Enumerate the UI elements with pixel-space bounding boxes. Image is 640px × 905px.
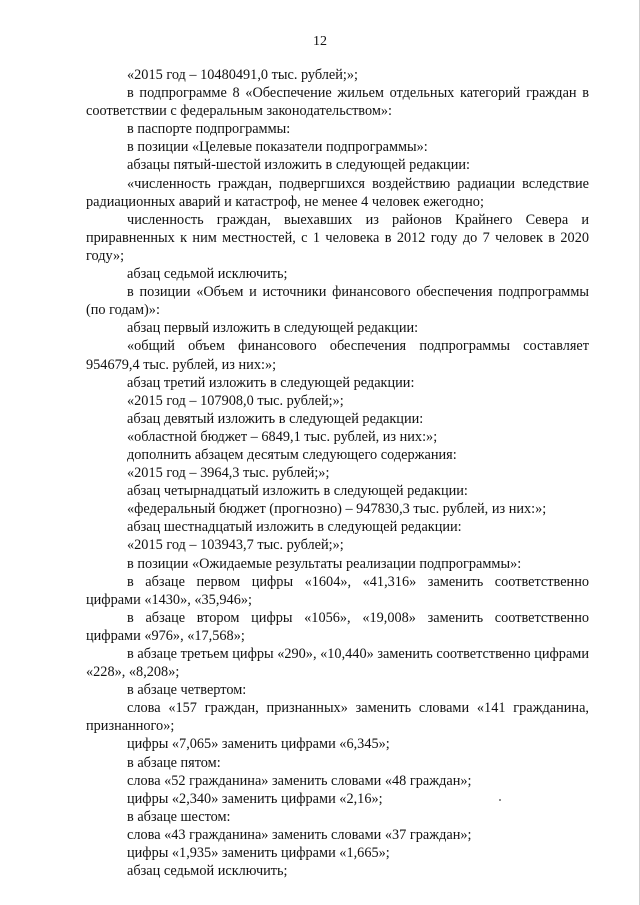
document-paragraph: цифры «2,340» заменить цифрами «2,16»;	[127, 790, 383, 807]
document-paragraph: абзацы пятый-шестой изложить в следующей редакции:	[127, 157, 470, 174]
document-paragraph: в абзаце шестом:	[127, 808, 231, 825]
document-paragraph: в подпрограмме 8 «Обеспечение жильем отдельных категорий граждан в соответствии с федеральным законодательством»:	[86, 85, 589, 120]
document-paragraph: «2015 год – 107908,0 тыс. рублей;»;	[127, 392, 344, 409]
document-body	[86, 66, 589, 880]
document-paragraph: слова «157 граждан, признанных» заменить словами «141 гражданина, признанного»;	[86, 700, 589, 735]
document-paragraph: слова «52 гражданина» заменить словами «48 граждан»;	[127, 772, 472, 789]
document-paragraph: в абзаце первом цифры «1604», «41,316» заменить соответственно цифрами «1430», «35,946»;	[86, 573, 589, 608]
document-paragraph: «численность граждан, подвергшихся воздействию радиации вследствие радиационных аварий и катастроф, не менее 4 человек ежегодно;	[86, 175, 589, 210]
document-paragraph: слова «43 гражданина» заменить словами «37 граждан»;	[127, 826, 472, 843]
document-paragraph: абзац девятый изложить в следующей редакции:	[127, 410, 424, 427]
document-paragraph: «2015 год – 3964,3 тыс. рублей;»;	[127, 465, 330, 482]
scan-speck	[499, 799, 501, 801]
document-paragraph: численность граждан, выехавших из районов Крайнего Севера и приравненных к ним местностей, с 1 человека в 2012 году до 7 человек в 2020 году»;	[86, 211, 589, 264]
document-paragraph: «федеральный бюджет (прогнозно) – 947830,3 тыс. рублей, из них:»;	[127, 501, 547, 518]
document-paragraph: абзац седьмой исключить;	[127, 266, 288, 283]
document-paragraph: «областной бюджет – 6849,1 тыс. рублей, из них:»;	[127, 428, 438, 445]
document-paragraph: в паспорте подпрограммы:	[127, 121, 291, 138]
document-paragraph: в позиции «Ожидаемые результаты реализации подпрограммы»:	[127, 555, 522, 572]
document-paragraph: абзац третий изложить в следующей редакции:	[127, 374, 415, 391]
document-paragraph: в позиции «Объем и источники финансового обеспечения подпрограммы (по годам)»:	[86, 284, 589, 319]
document-paragraph: «общий объем финансового обеспечения подпрограммы составляет 954679,4 тыс. рублей, из них:»;	[86, 338, 589, 373]
page-number: 12	[313, 34, 327, 49]
document-paragraph: цифры «7,065» заменить цифрами «6,345»;	[127, 736, 390, 753]
document-paragraph: дополнить абзацем десятым следующего содержания:	[127, 446, 457, 463]
document-paragraph: абзац шестнадцатый изложить в следующей редакции:	[127, 519, 462, 536]
document-paragraph: в абзаце третьем цифры «290», «10,440» заменить соответственно цифрами «228», «8,208»;	[86, 646, 589, 681]
document-paragraph: в абзаце втором цифры «1056», «19,008» заменить соответственно цифрами «976», «17,568»;	[86, 609, 589, 644]
document-paragraph: в позиции «Целевые показатели подпрограммы»:	[127, 139, 428, 156]
document-paragraph: «2015 год – 10480491,0 тыс. рублей;»;	[127, 67, 359, 83]
document-paragraph: абзац первый изложить в следующей редакции:	[127, 320, 419, 337]
document-paragraph: абзац четырнадцатый изложить в следующей редакции:	[127, 483, 468, 500]
document-paragraph: абзац седьмой исключить;	[127, 863, 288, 880]
document-paragraph: в абзаце пятом:	[127, 754, 221, 771]
document-paragraph: в абзаце четвертом:	[127, 682, 247, 699]
document-paragraph: «2015 год – 103943,7 тыс. рублей;»;	[127, 537, 344, 554]
document-paragraph: цифры «1,935» заменить цифрами «1,665»;	[127, 845, 390, 862]
